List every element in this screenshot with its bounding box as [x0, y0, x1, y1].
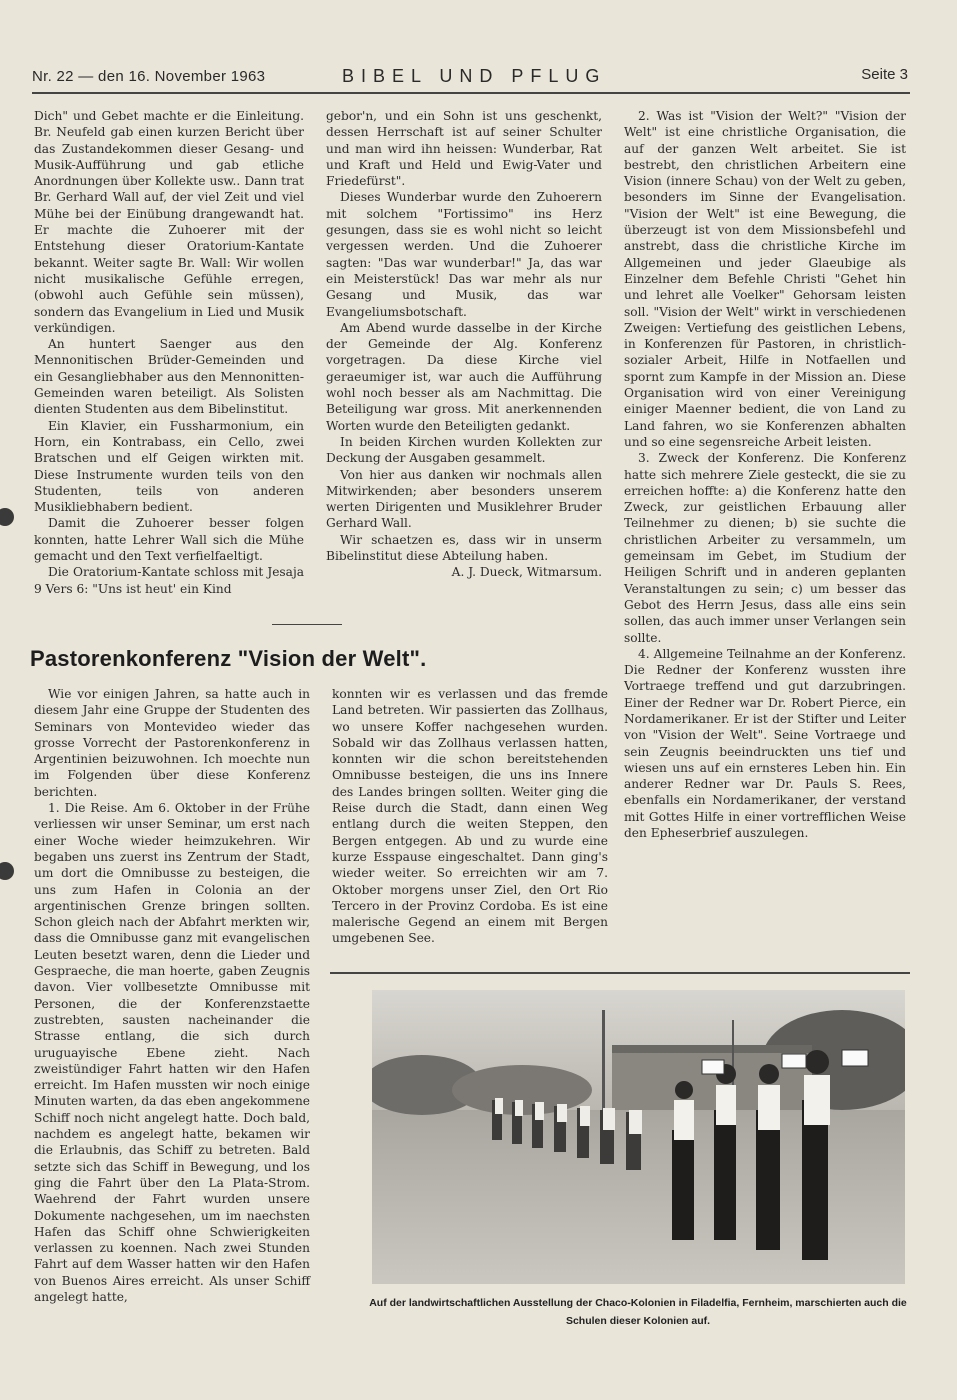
- paragraph: An huntert Saenger aus den Mennonitischen Brüder-Gemeinden und ein Gesangliebhaber aus den Mennonitten-Gemeinden waren beteiligt. Als Solisten dienten Studenten aus dem Bibelinstitut.: [34, 337, 304, 417]
- paragraph: Dich" und Gebet machte er die Einleitung. Br. Neufeld gab einen kurzen Bericht über das Zustandekommen dieser Gesang- und Musik-Aufführung und gab etliche Anordnungen über Kollekte usw.. Dann trat Br. Gerhard Wall auf, der viel Zeit und viel Mühe bei der Einübung drangewandt hat. Er machte die Zuhoerer mit der Entstehung dieser Oratorium-Kantate bekannt. Weiter sagte Br. Wall: Wir wollen nicht musikalische Gefühle erregen, (obwohl auch Gefühle sein müssen), sondern das Evangelium in Lied und Musik verkündigen.: [34, 109, 304, 335]
- page-number: Seite 3: [861, 66, 908, 83]
- paragraph: Damit die Zuhoerer besser folgen konnten, hatte Lehrer Wall sich die Mühe gemacht und den Text verfielfaeltigt.: [34, 516, 304, 564]
- paragraph: Die Oratorium-Kantate schloss mit Jesaja 9 Vers 6: "Uns ist heut' ein Kind: [34, 565, 304, 596]
- article-two-column-2: [332, 686, 608, 947]
- article-two-column-3: [624, 108, 906, 841]
- paragraph: Am Abend wurde dasselbe in der Kirche der Gemeinde der Alg. Konferenz vorgetragen. Da diese Kirche viel geraeumiger ist, war auch die Aufführung wohl noch besser als am Nachmittag. Die Beteiligung war gross. Mit anerkennenden Worten wurde den Beteiligten gedankt.: [326, 320, 602, 433]
- article-two-column-1: [34, 686, 310, 1305]
- article-headline: Pastorenkonferenz "Vision der Welt".: [30, 646, 427, 671]
- publication-title: BIBEL UND PFLUG: [342, 66, 607, 86]
- paragraph: Dieses Wunderbar wurde den Zuhoerern mit solchem "Fortissimo" ins Herz gesungen, dass sie es wohl nicht so leicht vergessen werden. Und die Zuhoerer sagten: "Das war wunderbar!" Ja, das war ein Meisterstück! Das war mehr als nur Gesang und Musik, das war Evangeliumsbotschaft.: [326, 190, 602, 319]
- paragraph: In beiden Kirchen wurden Kollekten zur Deckung der Ausgaben gesammelt.: [326, 434, 602, 466]
- paragraph: konnten wir es verlassen und das fremde Land betreten. Wir passierten das Zollhaus, wo unsere Koffer nachgesehen wurden. Sobald wir das Zollhaus verlassen hatten, konnten wir die schon bereitstehenden Omnibusse besteigen, die uns ins Innere des Landes bringen sollten. Weiter ging die Reise durch die Stadt, dann einen Weg entlang durch die weiten Steppen, den Bergen entgegen. Ab und zu wurde eine kurze Esspause eingeschaltet. Dann ging's wieder weiter. So erreichten wir am 7. Oktober morgens unser Ziel, den Ort Rio Tercero in der Provinz Cordoba. Es ist eine malerische Gegend an einem mit Bergen umgebenen See.: [332, 687, 608, 946]
- binding-hole: [0, 862, 14, 880]
- photo-top-rule: [330, 972, 910, 974]
- issue-date: Nr. 22 — den 16. November 1963: [32, 68, 266, 85]
- article-separator: [272, 624, 342, 625]
- photo-caption: Auf der landwirtschaftlichen Ausstellung der Chaco-Kolonien in Filadelfia, Fernheim, marschierten auch die Schulen dieser Kolonien auf.: [369, 1297, 907, 1327]
- author-signature: A. J. Dueck, Witmarsum.: [451, 565, 602, 580]
- header-rule: [32, 92, 910, 94]
- paragraph: 2. Was ist "Vision der Welt?" "Vision der Welt" ist eine christliche Organisation, die auf der ganzen Welt arbeitet. Sie ist bestrebt, den christlichen Arbeitern eine Vision (innere Schau) von der Welt zu geben, besonders im Sinne der Evangelisation. "Vision der Welt" ist eine Bewegung, die überzeugt ist von dem Missionsbefehl und anstrebt, dass die christliche Kirche im Allgemeinen und jeder Glaeubige als Einzelner dem Befehle Christi "Gehet hin und lehret alle Voelker" Gehorsam leisten soll. "Vision der Welt" wirkt in verschiedenen Zweigen: Vertiefung des geistlichen Lebens, in Konferenzen für Pastoren, in christlich-sozialer Arbeit, Hilfe in Notfaellen und spornt zum Kampfe in der Mission an. Diese Organisation wird von einer Vereinigung einiger Maenner bedient, die von Land zu Land fahren, wo sie Konferenzen abhalten und so eine segensreiche Arbeit leisten.: [624, 109, 906, 449]
- paragraph: Wie vor einigen Jahren, sa hatte auch in diesem Jahr eine Gruppe der Studenten des Seminars von Montevideo wieder das grosse Vorrecht der Pastorenkonferenz in Argentinien beizuwohnen. Ich moechte nun im Folgenden über diese Konferenz berichten.: [34, 687, 310, 799]
- paragraph: Von hier aus danken wir nochmals allen Mitwirkenden; aber besonders unserem werten Dirigenten und Musiklehrer Bruder Gerhard Wall.: [326, 467, 602, 531]
- paragraph: Ein Klavier, ein Fussharmonium, ein Horn, ein Kontrabass, ein Cello, zwei Bratschen und elf Geigen wirkten mit. Diese Instrumente wurden teils von den Studenten, teils von anderen Musikliebhabern bedient.: [34, 418, 304, 515]
- paragraph: gebor'n, und ein Sohn ist uns geschenkt, dessen Herrschaft ist auf seiner Schulter und man wird ihn heissen: Wunderbar, Rat und Kraft und Held und Ewig-Vater und Friedefürst".: [326, 109, 602, 189]
- article-one-column-1: [34, 108, 304, 597]
- article-one-column-2: [326, 108, 602, 581]
- paragraph: 3. Zweck der Konferenz. Die Konferenz hatte sich mehrere Ziele gesteckt, die sie zu erreichen hoffte: a) die Konferenz hatte den Zweck, zur geistlichen Erbauung aller Teilnehmer zu dienen; b) sie suchte die christlichen Arbeiter zu versammeln, um gemeinsam im Gebet, im Studium der Heiligen Schrift und in anderen geplanten Veranstaltungen zu sein; c) um besser das Gebot des Herrn Jesus, dass alle eins sein sollen, das auch immer unser Verlangen sein sollte.: [624, 451, 906, 645]
- parade-photo: [372, 990, 905, 1284]
- parade-photo-illustration: [372, 990, 905, 1284]
- paragraph: Wir schaetzen es, dass wir in unserm Bibelinstitut diese Abteilung haben.: [326, 532, 602, 564]
- binding-hole: [0, 508, 14, 526]
- paragraph: 4. Allgemeine Teilnahme an der Konferenz. Die Redner der Konferenz wussten ihre Vortraege treffend und gut darzubringen. Einer der Redner war Dr. Robert Pierce, ein Nordamerikaner. Er ist der Stifter und Leiter von "Vision der Welt". Seine Vortraege und sein Zeugnis beeindruckten uns tief und wiesen uns auf ein ernsteres Leben hin. Ein anderer Redner war Dr. Pauls S. Rees, ebenfalls ein Nordamerikaner, der verstand mit Gottes Hilfe in einer vortrefflichen Weise den Epheserbrief auszulegen.: [624, 646, 906, 841]
- paragraph: 1. Die Reise. Am 6. Oktober in der Frühe verliessen wir unser Seminar, um erst nach einer Woche wieder heimzukehren. Wir begaben uns zuerst ins Zentrum der Stadt, um dort die Omnibusse zu besteigen, die uns zum Hafen in Colonia an der argentinischen Grenze bringen sollten. Schon gleich nach der Abfahrt merkten wir, dass die Omnibusse ganz mit evangelischen Leuten besetzt waren, denn die Lieder und Gespraeche, die man hoerte, gaben Zeugnis davon. Vier vollbesetzte Omnibusse mit Personen, die der Konferenzstaette zustrebten, sausten nacheinander die Strasse entlang, die sich durch uruguayische Ebene zieht. Nach zweistündiger Fahrt hatten wir den Hafen erreicht. Im Hafen mussten wir noch einige Minuten warten, da das eben angekommene Schiff noch nicht angelegt hatte. Doch bald, nachdem es angelegt hatte, bekamen wir die Erlaubnis, das Schiff zu betreten. Bald setzte sich das Schiff in Bewegung, und los ging die Fahrt über den La Plata-Strom. Waehrend der Fahrt wurden unsere Dokumente nachgesehen, um im naechsten Hafen das Schiff ohne Schwierigkeiten verlassen zu koennen. Nach zwei Stunden Fahrt auf dem Wasser hatten wir den Hafen von Buenos Aires erreicht. Als unser Schiff angelegt hatte,: [34, 801, 310, 1304]
- page-header: [32, 66, 908, 90]
